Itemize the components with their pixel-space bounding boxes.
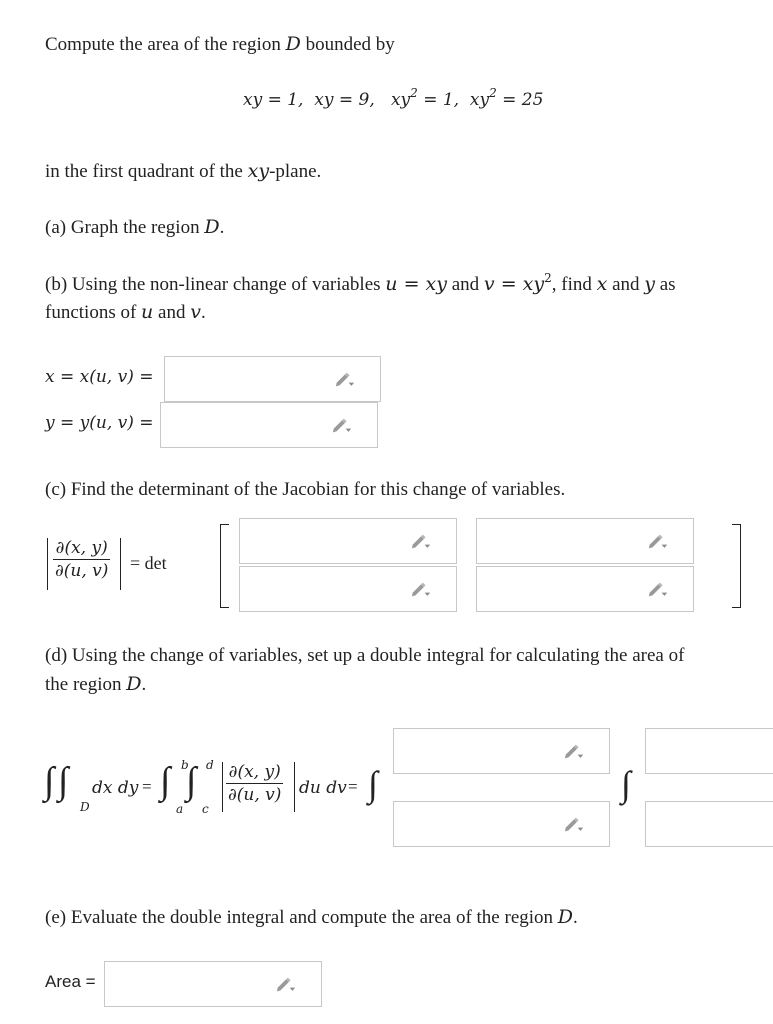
limit-d: d (206, 758, 214, 772)
and-text-2: and (612, 274, 640, 295)
part-a (45, 216, 224, 239)
jacobian-bar-right-d (294, 762, 295, 812)
part-e-period: . (573, 907, 578, 928)
part-b-line1 (45, 273, 676, 296)
pencil-icon[interactable] (334, 370, 356, 388)
y-of-uv-label: y = y(u, v) = (45, 413, 154, 433)
equals-det: = det (130, 553, 167, 573)
quadrant-post: -plane. (269, 161, 322, 182)
quadrant-var: xy (247, 160, 270, 182)
pencil-icon[interactable] (647, 580, 669, 598)
v-definition: $v = xy^2$ (483, 271, 552, 295)
part-d-line1: (d) Using the change of variables, set up a double integral for calculating the area of (45, 645, 685, 666)
part-c: (c) Find the determinant of the Jacobian for this change of variables. (45, 479, 566, 500)
and-text-3: and (158, 302, 186, 323)
functions-of-text: functions of (45, 302, 137, 323)
jacobian-denominator: ∂(u, v) (55, 561, 109, 581)
part-e (45, 906, 578, 929)
limit-b: b (181, 758, 189, 772)
matrix-cell-21[interactable] (239, 566, 457, 612)
inner-lower-limit-input[interactable] (645, 801, 773, 847)
area-input[interactable] (104, 961, 322, 1007)
pencil-icon[interactable] (647, 532, 669, 550)
part-e-text: (e) Evaluate the double integral and compute the area of the region (45, 907, 554, 928)
outer-integral-sign: ∫ (160, 760, 171, 802)
matrix-cell-22[interactable] (476, 566, 694, 612)
part-a-var: D (204, 216, 220, 238)
period: . (200, 302, 206, 323)
outer-upper-limit-input[interactable] (393, 728, 610, 774)
x-of-uv-input[interactable] (164, 356, 381, 402)
part-b-text1: (b) Using the non-linear change of variables (45, 274, 381, 295)
curve-xy2-1: $xy^2 = 1$, (390, 86, 460, 110)
as-text: as (659, 274, 676, 295)
outer-lower-limit-input[interactable] (393, 801, 610, 847)
integral-sign-outer-box: ∫ (368, 764, 378, 804)
u-definition: u = xy (385, 273, 447, 295)
jacobian-bar-left-d (222, 762, 223, 812)
intro-text: Compute the area of the region (45, 34, 281, 55)
quadrant-text (45, 160, 321, 183)
inner-integral-sign: ∫ (186, 760, 197, 802)
part-d-var: D (126, 673, 142, 695)
pencil-icon[interactable] (563, 742, 585, 760)
part-d-period: . (141, 674, 147, 695)
pencil-icon[interactable] (410, 580, 432, 598)
part-a-label: (a) Graph the region (45, 217, 200, 238)
pencil-icon[interactable] (563, 815, 585, 833)
matrix-bracket-right (732, 524, 741, 608)
part-d-line2-text: the region (45, 674, 122, 695)
quadrant-pre: in the first quadrant of the (45, 161, 243, 182)
curve-xy2-25: $xy^2 = 25$ (469, 86, 544, 110)
find-text: , find (551, 274, 592, 295)
region-var: D (285, 33, 301, 55)
y-var: y (644, 273, 655, 295)
part-a-end: . (219, 217, 225, 238)
double-integral-sign-1: ∫ (44, 760, 55, 802)
limit-a: a (176, 802, 184, 816)
part-d-line2 (45, 673, 146, 696)
u-var: u (141, 301, 154, 323)
jacobian-fraction-d (226, 762, 283, 805)
matrix-cell-11[interactable] (239, 518, 457, 564)
area-label: Area = (45, 972, 96, 991)
limit-c: c (202, 802, 209, 816)
matrix-bracket-left (220, 524, 229, 608)
dx-dy: dx dy (92, 778, 139, 798)
v-var: v (190, 301, 201, 323)
and-text: and (451, 274, 480, 295)
jacobian-denominator-d: ∂(u, v) (228, 785, 282, 805)
pencil-icon[interactable] (331, 416, 353, 434)
intro-end: bounded by (305, 34, 395, 55)
part-e-var: D (557, 906, 574, 928)
double-integral-sign-2: ∫ (58, 760, 69, 802)
du-dv: du dv (299, 778, 347, 798)
jacobian-bar-left (47, 538, 48, 590)
equals-2: = (348, 777, 358, 796)
region-subscript: D (80, 800, 90, 814)
y-of-uv-input[interactable] (160, 402, 378, 448)
x-var: x (596, 273, 608, 295)
boundary-curves (243, 86, 544, 110)
inner-upper-limit-input[interactable] (645, 728, 773, 774)
jacobian-numerator-d: ∂(x, y) (226, 762, 283, 784)
pencil-icon[interactable] (275, 975, 297, 993)
part-b-line2 (45, 301, 206, 324)
curve-xy-9: xy = 9, (314, 90, 375, 110)
integral-sign-inner-box: ∫ (621, 764, 631, 804)
pencil-icon[interactable] (410, 532, 432, 550)
matrix-cell-12[interactable] (476, 518, 694, 564)
jacobian-fraction (53, 538, 110, 581)
jacobian-numerator: ∂(x, y) (53, 538, 110, 560)
equals-1: = (142, 777, 152, 796)
jacobian-bar-right (120, 538, 121, 590)
problem-intro (45, 33, 395, 56)
x-of-uv-label: x = x(u, v) = (45, 367, 154, 387)
curve-xy-1: xy = 1, (243, 90, 304, 110)
